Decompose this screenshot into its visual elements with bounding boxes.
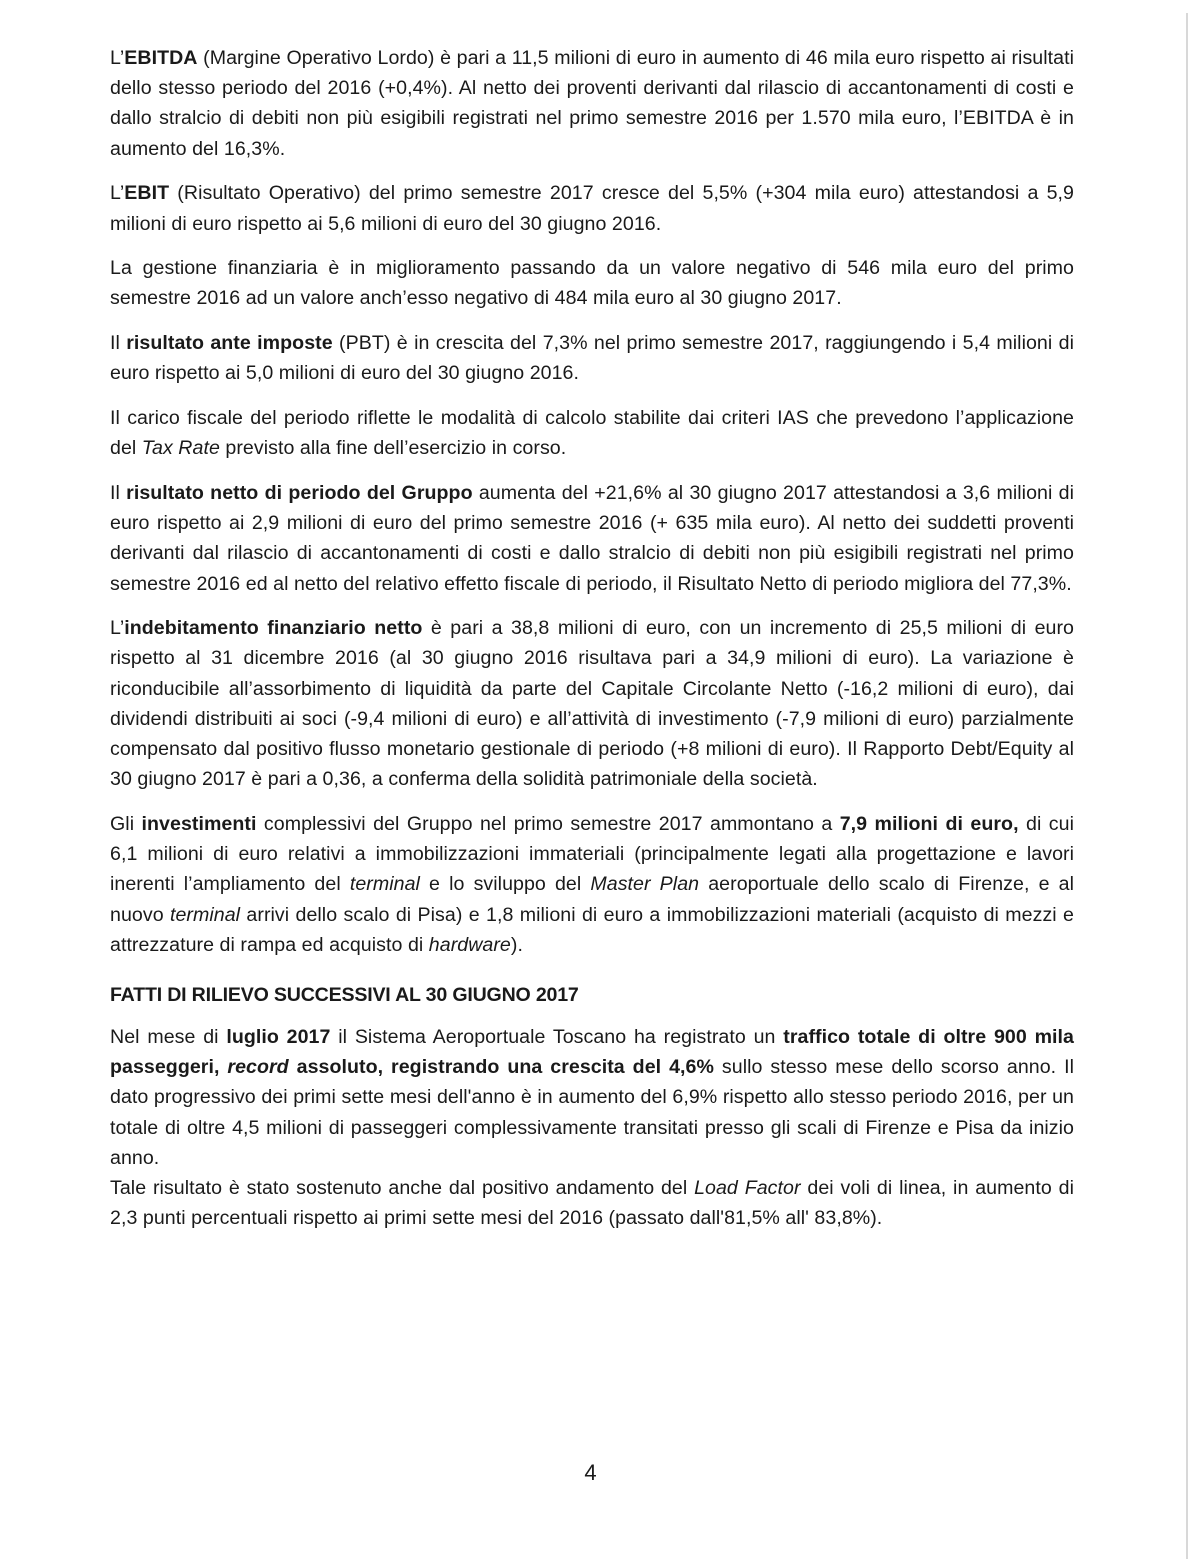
bold-text: luglio 2017 [226, 1025, 331, 1048]
text: di cui 6,1 milioni di euro relativi a immobilizzazioni immateriali (principalmente legati alla progettazione e lavori inerenti l’ampliamento del [110, 812, 1074, 896]
page-number: 4 [584, 1460, 597, 1485]
term-indebitamento: indebitamento finanziario netto [124, 617, 423, 640]
paragraph-carico-fiscale [110, 403, 1074, 463]
paragraph-ebitda [110, 43, 1074, 164]
text: Il carico fiscale del periodo riflette le modalità di calcolo stabilite dai criteri IAS che prevedono l’applicazione del [110, 407, 1074, 460]
italic-term: Load Factor [694, 1177, 801, 1199]
text: (Margine Operativo Lordo) è pari a 11,5 milioni di euro in aumento di 46 mila euro rispetto ai risultati dello stesso periodo del 2016 (+0,4%). Al netto dei proventi derivanti dal rilascio di accantonamenti di costi e dallo stralcio di debiti non più esigibili registrati nel primo semestre 2016 per 1.570 mila euro, l’EBITDA è in aumento del 16,3%. [110, 47, 1074, 160]
text: Nel mese di [110, 1025, 227, 1048]
text: L’ [110, 182, 125, 205]
term-investimenti: investimenti [141, 812, 257, 835]
italic-term: terminal [169, 903, 241, 926]
investimenti-amount: 7,9 milioni di euro, [839, 812, 1019, 835]
document-body [110, 43, 1074, 1233]
text: è pari a 38,8 milioni di euro, con un incremento di 25,5 milioni di euro rispetto al 31 dicembre 2016 (al 30 giugno 2016 risultava pari a 34,9 milioni di euro). La variazione è riconducibile all’assorbimento di liquidità da parte del Capitale Circolante Netto (-16,2 milioni di euro), dai dividendi distribuiti ai soci (-9,4 milioni di euro) e all’attività di investimento (-7,9 milioni di euro) parzialmente compensato dal positivo flusso monetario gestionale di periodo (+8 milioni di euro). Il Rapporto Debt/Equity al 30 giugno 2017 è pari a 0,36, a conferma della solidità patrimoniale della società. [110, 617, 1074, 791]
text: dei voli di linea, in aumento di 2,3 punti percentuali rispetto ai primi sette mesi del 2016 (passato dall'81,5% all' 83,8%). [110, 1177, 1074, 1230]
paragraph-indebitamento [110, 613, 1074, 794]
text: aumenta del +21,6% al 30 giugno 2017 attestandosi a 3,6 milioni di euro rispetto ai 2,9 milioni di euro del primo semestre 2016 (+ 635 mila euro). Al netto dei suddetti proventi derivanti dal rilascio di accantonamenti di costi e dallo stralcio di debiti non più esigibili registrati nel primo semestre 2016 ed al netto del relativo effetto fiscale di periodo, il Risultato Netto di periodo migliora del 77,3%. [110, 481, 1074, 595]
term-ebitda: EBITDA [124, 47, 198, 69]
text: (Risultato Operativo) del primo semestre 2017 cresce del 5,5% (+304 mila euro) attestandosi a 5,9 milioni di euro rispetto ai 5,6 milioni di euro del 30 giugno 2016. [110, 182, 1074, 235]
text: Gli [110, 812, 142, 835]
text: e lo sviluppo del [419, 873, 591, 896]
term-risultato-netto: risultato netto di periodo del Gruppo [126, 481, 473, 504]
page-edge-divider [1186, 13, 1188, 1559]
italic-term: Master Plan [590, 873, 700, 896]
text: aeroportuale dello scalo di Firenze, e al nuovo [110, 873, 1074, 926]
text: complessivi del Gruppo nel primo semestre 2017 ammontano a [256, 812, 840, 835]
text: L’ [110, 47, 125, 69]
paragraph-fatti-traffico [110, 1022, 1074, 1173]
section-heading: FATTI DI RILIEVO SUCCESSIVI AL 30 GIUGNO 2017 [110, 983, 579, 1006]
text: il Sistema Aeroportuale Toscano ha registrato un [330, 1025, 784, 1048]
bold-text: assoluto, registrando una crescita del 4,6% [288, 1056, 714, 1079]
paragraph-load-factor [110, 1173, 1074, 1233]
text: previsto alla fine dell’esercizio in corso. [219, 437, 567, 460]
text: (PBT) è in crescita del 7,3% nel primo semestre 2017, raggiungendo i 5,4 milioni di euro rispetto ai 5,0 milioni di euro del 30 giugno 2016. [110, 332, 1074, 385]
paragraph-gestione-finanziaria: La gestione finanziaria è in miglioramento passando da un valore negativo di 546 mila euro del primo semestre 2016 ad un valore anch’esso negativo di 484 mila euro al 30 giugno 2017. [110, 257, 1074, 310]
paragraph-investimenti [110, 809, 1074, 960]
text: Il [110, 332, 127, 355]
italic-term: terminal [349, 873, 420, 896]
term-pbt: risultato ante imposte [126, 332, 333, 355]
italic-term: record [227, 1056, 289, 1079]
text: Il [110, 481, 127, 504]
text: ). [510, 933, 523, 956]
paragraph-risultato-netto [110, 478, 1074, 599]
bold-text: traffico totale di oltre 900 mila passeggeri, [110, 1025, 1074, 1079]
paragraph-pbt [110, 328, 1074, 388]
paragraph-ebit [110, 178, 1074, 238]
term-tax-rate: Tax Rate [141, 437, 220, 460]
text: L’ [110, 617, 125, 640]
italic-term: hardware [428, 933, 511, 956]
text: arrivi dello scalo di Pisa) e 1,8 milioni di euro a immobilizzazioni materiali (acquisto di mezzi e attrezzature di rampa ed acquisto di [110, 903, 1074, 956]
term-ebit: EBIT [124, 182, 170, 205]
text: sullo stesso mese dello scorso anno. Il dato progressivo dei primi sette mesi dell'anno è in aumento del 6,9% rispetto allo stesso periodo 2016, per un totale di oltre 4,5 milioni di passeggeri complessivamente transitati presso gli scali di Firenze e Pisa da inizio anno. [110, 1056, 1074, 1169]
text: Tale risultato è stato sostenuto anche dal positivo andamento del [110, 1177, 695, 1199]
